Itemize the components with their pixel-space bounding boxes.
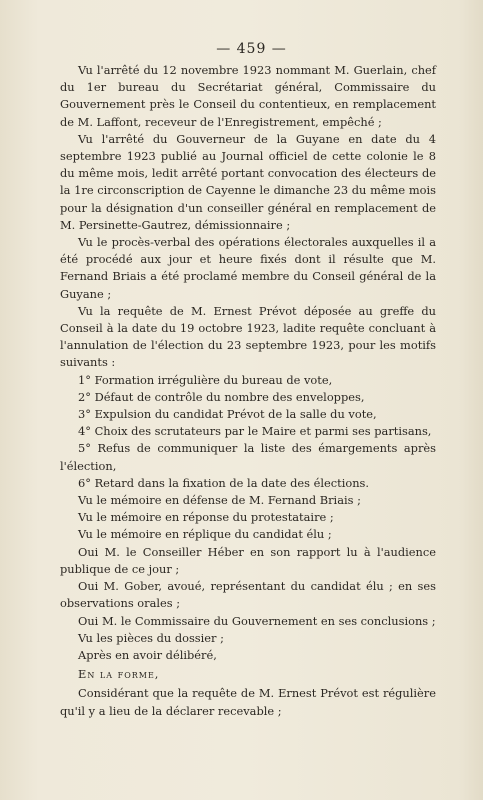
paragraph: Oui M. Gober, avoué, représentant du candidat élu ; en ses observations orales ; (60, 579, 436, 611)
paragraph: Vu le procès-verbal des opérations électorales auxquelles il a été procédé aux jour et heure fixés dont il résulte que M. Fernand Briais a été proclamé membre du Conseil général de la Guyane ; (60, 235, 436, 301)
paragraph: Vu les pièces du dossier ; (78, 630, 224, 645)
paragraph: Considérant que la requête de M. Ernest Prévot est régulière qu'il y a lieu de la déclarer recevable ; (60, 686, 436, 718)
body-text (60, 62, 436, 720)
paragraph: Vu le mémoire en défense de M. Fernand Briais ; (78, 493, 361, 508)
list-item: 5° Refus de communiquer la liste des émargements après l'élection, (60, 441, 436, 473)
paragraph: Vu le mémoire en réplique du candidat élu ; (78, 527, 332, 542)
paragraph: Vu l'arrêté du Gouverneur de la Guyane en date du 4 septembre 1923 publié au Journal officiel de cette colonie le 8 du même mois, ledit arrêté portant convocation des électeurs de la 1re circonscription de Cayenne le dimanche 23 du même mois pour la désignation d'un conseiller général en remplacement de M. Persinette-Gautrez, démissionnaire ; (60, 131, 436, 232)
paragraph: Oui M. le Commissaire du Gouvernement en ses conclusions ; (78, 613, 436, 628)
list-item: 1° Formation irrégulière du bureau de vote, (78, 372, 333, 387)
list-item: 4° Choix des scrutateurs par le Maire et parmi ses partisans, (78, 424, 432, 439)
section-heading: En la forme, (78, 667, 160, 682)
paragraph: Après en avoir délibéré, (78, 647, 217, 662)
list-item: 3° Expulsion du candidat Prévot de la salle du vote, (78, 407, 377, 422)
page-number: — 459 — (216, 41, 287, 57)
list-item: 6° Retard dans la fixation de la date des élections. (78, 475, 370, 490)
paragraph: Vu la requête de M. Ernest Prévot déposée au greffe du Conseil à la date du 19 octobre 1923, ladite requête concluant à l'annulation de l'élection du 23 septembre 1923, pour les motifs suivants : (60, 303, 436, 370)
paragraph: Vu le mémoire en réponse du protestataire ; (78, 510, 334, 525)
paragraph: Vu l'arrêté du 12 novembre 1923 nommant M. Guerlain, chef du 1er bureau du Secrétariat général, Commissaire du Gouvernement près le Conseil du contentieux, en remplacement de M. Laffont, receveur de l'Enregistrement, empêché ; (60, 63, 436, 129)
paragraph: Oui M. le Conseiller Héber en son rapport lu à l'audience publique de ce jour ; (60, 544, 436, 576)
list-item: 2° Défaut de contrôle du nombre des enveloppes, (78, 389, 365, 404)
